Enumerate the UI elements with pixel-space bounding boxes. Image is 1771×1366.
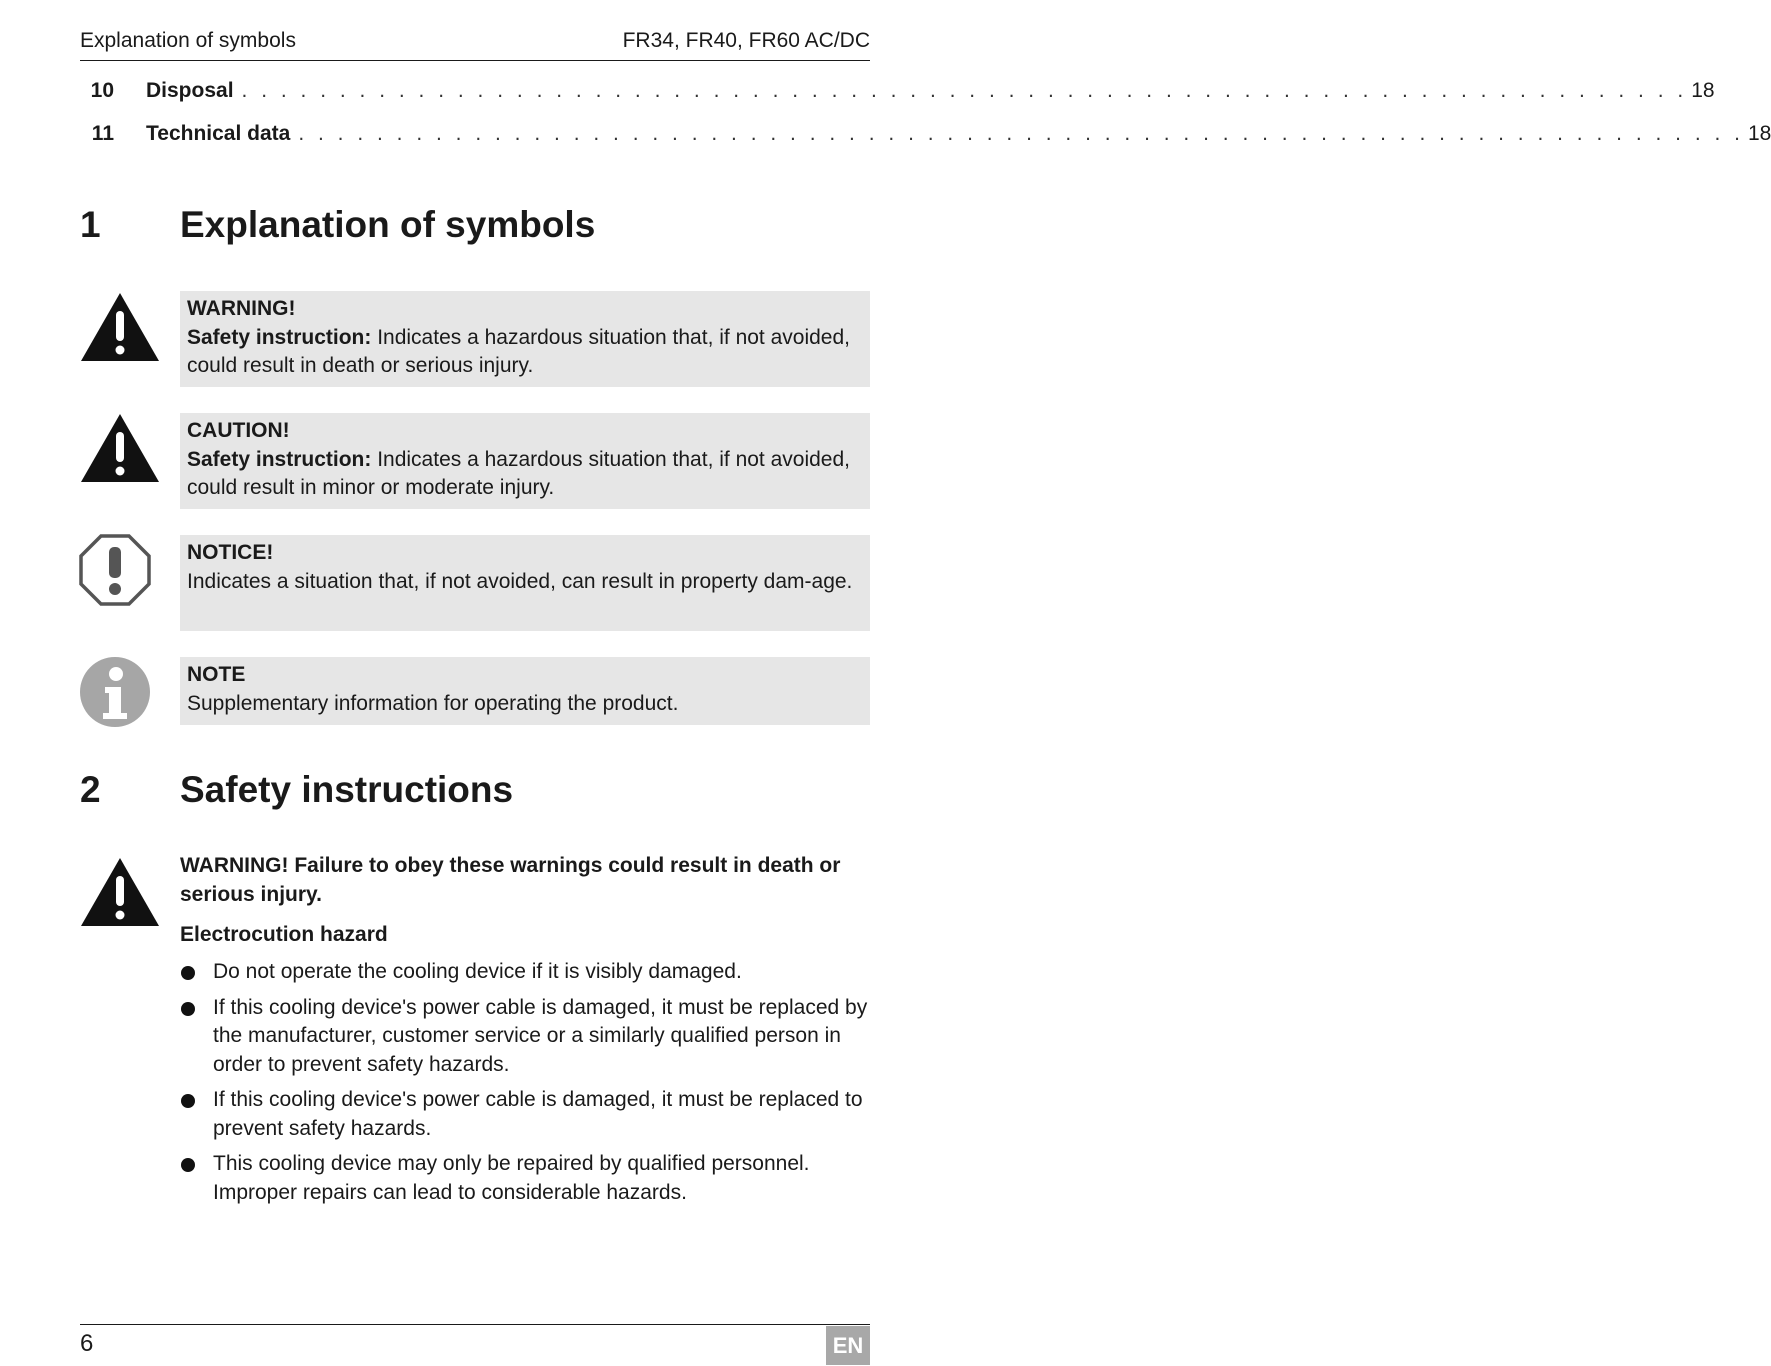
- section-number: 2: [80, 769, 101, 810]
- signal-word: CAUTION!: [187, 419, 290, 442]
- bullet-icon: [181, 1094, 195, 1108]
- running-header: [80, 28, 870, 61]
- note-box: [180, 657, 870, 725]
- bullet-icon: [181, 1158, 195, 1172]
- signal-word: WARNING!: [187, 297, 296, 320]
- symbol-description: Supplementary information for operating the product.: [187, 691, 679, 715]
- bullet-text: If this cooling device's power cable is damaged, it must be replaced to prevent safety hazards.: [213, 1088, 863, 1140]
- section-number: 1: [80, 204, 101, 245]
- caution-notice-box: [180, 413, 870, 509]
- section-title: Explanation of symbols: [180, 204, 596, 245]
- language-badge: EN: [826, 1326, 870, 1365]
- symbol-description: Indicates a situation that, if not avoided, can result in property dam-age.: [187, 569, 853, 593]
- hazard-subheading: Electrocution hazard: [180, 923, 388, 946]
- toc-leader: . . . . . . . . . . . . . . . . . . . . . . . . . . . . . . . . . . . . . . . . . . . . . . . . . . . . . . . . . . . . . . . . . . . . . . . . . .: [241, 79, 1688, 102]
- safety-instruction-label: Safety instruction:: [187, 325, 372, 349]
- section-title: Safety instructions: [180, 769, 514, 810]
- header-model-names: FR34, FR40, FR60 AC/DC: [622, 29, 870, 52]
- toc-page: 18: [1691, 79, 1715, 102]
- safety-bullet-list: [180, 958, 880, 1214]
- warning-triangle-icon: [79, 856, 161, 928]
- list-item: [180, 958, 880, 987]
- toc-number: 11: [91, 122, 114, 145]
- info-circle-icon: [79, 656, 151, 728]
- signal-word: NOTICE!: [187, 541, 274, 564]
- bullet-icon: [181, 1002, 195, 1016]
- toc-number: 10: [90, 79, 114, 102]
- notice-box: [180, 535, 870, 631]
- bullet-text: Do not operate the cooling device if it is visibly damaged.: [213, 960, 742, 983]
- toc-leader: . . . . . . . . . . . . . . . . . . . . . . . . . . . . . . . . . . . . . . . . . . . . . . . . . . . . . . . . . . . . . . . . . . . . . . . . . .: [298, 122, 1744, 145]
- warning-notice-box: [180, 291, 870, 387]
- safety-instruction-label: Safety instruction:: [187, 447, 372, 471]
- toc-title: Technical data: [146, 122, 291, 145]
- bullet-text: If this cooling device's power cable is damaged, it must be replaced by the manufacturer, customer service or a similarly qualified person in order to prevent safety hazards.: [213, 995, 868, 1076]
- notice-octagon-icon: [79, 534, 151, 606]
- footer-divider: [80, 1324, 870, 1325]
- toc-title: Disposal: [146, 79, 234, 102]
- safety-warning-text: WARNING! Failure to obey these warnings could result in death or serious injury.: [180, 854, 841, 906]
- toc-entry[interactable]: [80, 79, 1715, 109]
- bullet-text: This cooling device may only be repaired by qualified personnel. Improper repairs can lead to considerable hazards.: [213, 1152, 810, 1204]
- toc-page: 18: [1748, 122, 1771, 145]
- list-item: [180, 994, 880, 1080]
- list-item: [180, 1150, 880, 1207]
- header-section-title: Explanation of symbols: [80, 29, 296, 52]
- caution-triangle-icon: [79, 412, 161, 484]
- warning-triangle-icon: [79, 291, 161, 363]
- symbol-description: Indicates a hazardous situation that, if not avoided, could result in minor or moderate injury.: [187, 447, 851, 499]
- toc-entry[interactable]: [80, 122, 1771, 152]
- list-item: [180, 1086, 880, 1143]
- symbol-description: Indicates a hazardous situation that, if not avoided, could result in death or serious injury.: [187, 325, 851, 377]
- signal-word: NOTE: [187, 663, 246, 686]
- bullet-icon: [181, 966, 195, 980]
- page-number: 6: [80, 1330, 94, 1357]
